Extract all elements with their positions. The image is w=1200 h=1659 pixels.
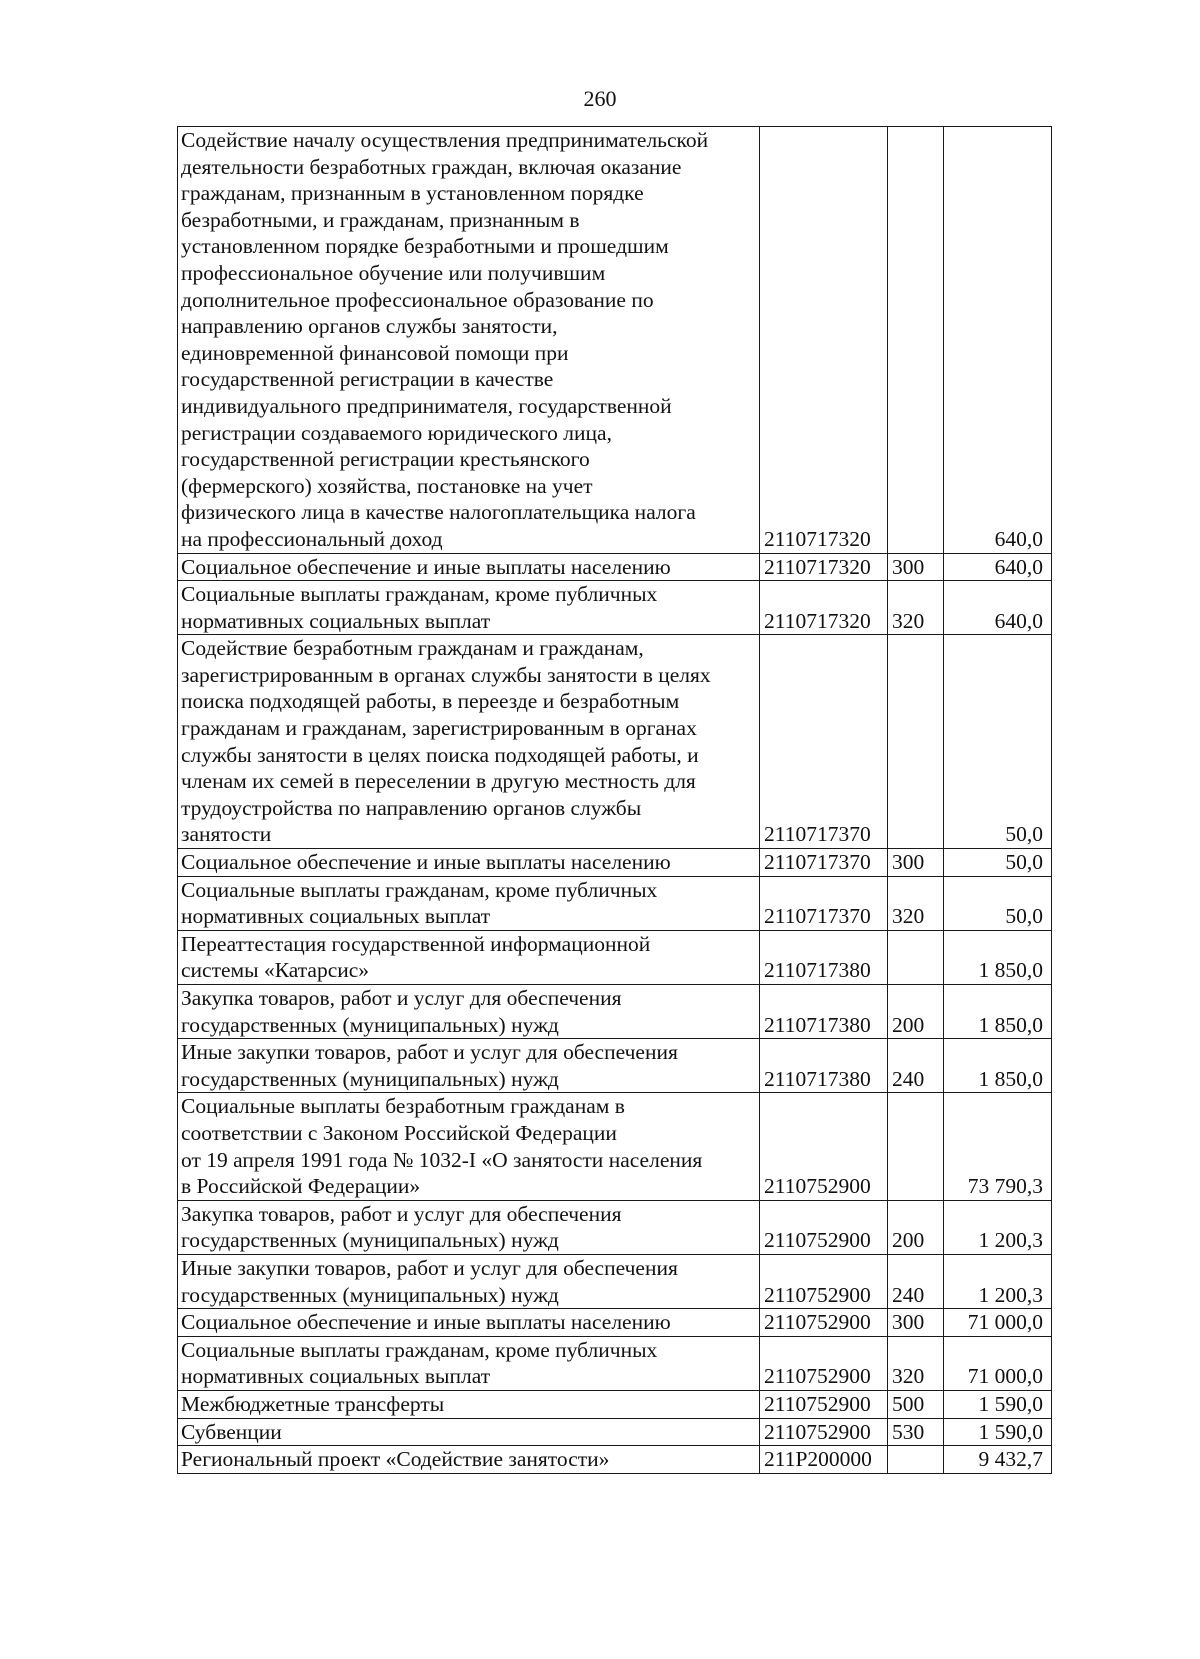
expense-type-cell [888,127,944,554]
target-code-cell: 2110717320 [760,127,888,554]
table-row [178,1200,1052,1254]
target-code-cell: 2110717320 [760,581,888,635]
expense-type-cell: 320 [888,876,944,930]
amount-cell: 50,0 [944,849,1052,877]
table-row [178,876,1052,930]
table-row [178,635,1052,849]
expense-name-cell: Социальное обеспечение и иные выплаты населению [178,849,760,877]
expense-type-cell: 530 [888,1418,944,1446]
table-row [178,985,1052,1039]
amount-cell: 50,0 [944,635,1052,849]
page-number: 260 [583,86,617,111]
amount-cell: 1 590,0 [944,1418,1052,1446]
target-code-cell: 2110752900 [760,1418,888,1446]
table-row [178,581,1052,635]
amount-cell: 1 850,0 [944,985,1052,1039]
target-code-cell: 2110717370 [760,635,888,849]
expense-type-cell [888,1446,944,1474]
amount-cell: 640,0 [944,553,1052,581]
expense-name-cell: Закупка товаров, работ и услуг для обеспечения государственных (муниципальных) нужд [178,985,760,1039]
amount-cell: 1 200,3 [944,1200,1052,1254]
amount-cell: 640,0 [944,127,1052,554]
expense-name-cell: Социальные выплаты гражданам, кроме публичных нормативных социальных выплат [178,581,760,635]
table-row [178,1039,1052,1093]
table-row [178,1093,1052,1200]
target-code-cell: 2110752900 [760,1309,888,1337]
table-row [178,1254,1052,1308]
target-code-cell: 2110717380 [760,985,888,1039]
amount-cell: 71 000,0 [944,1309,1052,1337]
expense-name-cell: Социальные выплаты гражданам, кроме публичных нормативных социальных выплат [178,876,760,930]
expense-type-cell: 300 [888,1309,944,1337]
expense-type-cell: 200 [888,985,944,1039]
expense-name-cell: Переаттестация государственной информационной системы «Катарсис» [178,930,760,984]
target-code-cell: 2110752900 [760,1390,888,1418]
target-code-cell: 2110752900 [760,1254,888,1308]
expense-name-cell: Закупка товаров, работ и услуг для обеспечения государственных (муниципальных) нужд [178,1200,760,1254]
expense-name-cell: Иные закупки товаров, работ и услуг для обеспечения государственных (муниципальных) нужд [178,1039,760,1093]
amount-cell: 1 850,0 [944,930,1052,984]
expense-name-cell: Социальные выплаты безработным гражданам в соответствии с Законом Российской Федерации от 19 апреля 1991 года № 1032-I «О занятости населения в Российской Федерации» [178,1093,760,1200]
target-code-cell: 2110717380 [760,1039,888,1093]
amount-cell: 50,0 [944,876,1052,930]
expense-type-cell: 300 [888,553,944,581]
target-code-cell: 2110717370 [760,849,888,877]
expense-type-cell: 300 [888,849,944,877]
expense-name-cell: Межбюджетные трансферты [178,1390,760,1418]
amount-cell: 9 432,7 [944,1446,1052,1474]
expense-name-cell: Содействие безработным гражданам и гражданам, зарегистрированным в органах службы занятости в целях поиска подходящей работы, в переезде и безработным гражданам и гражданам, зарегистрированным в органах службы занятости в целях поиска подходящей работы, и членам их семей в переселении в другую местность для трудоустройства по направлению органов службы занятости [178,635,760,849]
expense-type-cell: 240 [888,1254,944,1308]
budget-table [177,126,1052,1474]
expense-name-cell: Иные закупки товаров, работ и услуг для обеспечения государственных (муниципальных) нужд [178,1254,760,1308]
expense-type-cell: 200 [888,1200,944,1254]
target-code-cell: 2110717320 [760,553,888,581]
expense-name-cell: Содействие началу осуществления предпринимательской деятельности безработных граждан, включая оказание гражданам, признанным в установленном порядке безработными, и гражданам, признанным в установленном порядке безработными и прошедшим профессиональное обучение или получившим дополнительное профессиональное образование по направлению органов службы занятости, единовременной финансовой помощи при государственной регистрации в качестве индивидуального предпринимателя, государственной регистрации создаваемого юридического лица, государственной регистрации крестьянского (фермерского) хозяйства, постановке на учет физического лица в качестве налогоплательщика налога на профессиональный доход [178,127,760,554]
expense-type-cell [888,1093,944,1200]
expense-type-cell [888,635,944,849]
amount-cell: 1 200,3 [944,1254,1052,1308]
table-body [178,127,1052,1474]
target-code-cell: 2110752900 [760,1093,888,1200]
table-row [178,127,1052,554]
table-row [178,553,1052,581]
target-code-cell: 211P200000 [760,1446,888,1474]
expense-type-cell [888,930,944,984]
expense-type-cell: 320 [888,1336,944,1390]
amount-cell: 71 000,0 [944,1336,1052,1390]
expense-name-cell: Социальное обеспечение и иные выплаты населению [178,1309,760,1337]
expense-type-cell: 240 [888,1039,944,1093]
expense-name-cell: Социальное обеспечение и иные выплаты населению [178,553,760,581]
table-row [178,1418,1052,1446]
amount-cell: 73 790,3 [944,1093,1052,1200]
expense-type-cell: 500 [888,1390,944,1418]
target-code-cell: 2110752900 [760,1200,888,1254]
target-code-cell: 2110752900 [760,1336,888,1390]
expense-name-cell: Социальные выплаты гражданам, кроме публичных нормативных социальных выплат [178,1336,760,1390]
table-row [178,930,1052,984]
amount-cell: 1 590,0 [944,1390,1052,1418]
target-code-cell: 2110717370 [760,876,888,930]
table-row [178,1446,1052,1474]
amount-cell: 640,0 [944,581,1052,635]
table-row [178,1336,1052,1390]
table-row [178,1390,1052,1418]
target-code-cell: 2110717380 [760,930,888,984]
table-row [178,1309,1052,1337]
table-row [178,849,1052,877]
expense-name-cell: Региональный проект «Содействие занятости» [178,1446,760,1474]
expense-name-cell: Субвенции [178,1418,760,1446]
amount-cell: 1 850,0 [944,1039,1052,1093]
expense-type-cell: 320 [888,581,944,635]
